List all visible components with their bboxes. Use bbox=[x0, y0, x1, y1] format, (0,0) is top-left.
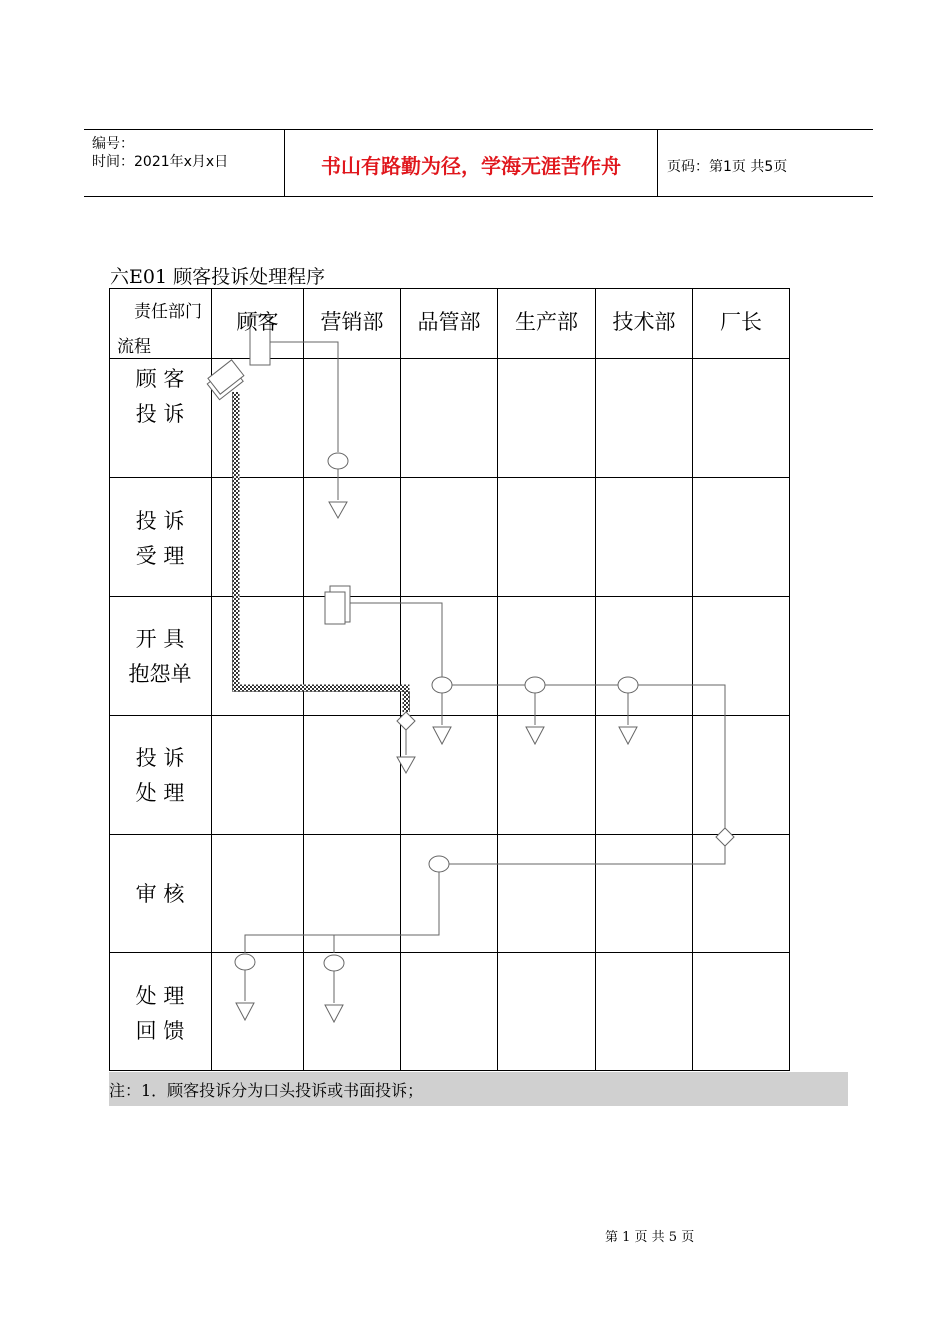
column-header: 顾客 bbox=[236, 310, 279, 334]
process-node bbox=[618, 677, 638, 693]
table-corner-process: 流程 bbox=[117, 337, 151, 357]
header-motto: 书山有路勤为径，学海无涯苦作舟 bbox=[321, 154, 621, 178]
column-header: 生产部 bbox=[515, 310, 578, 334]
end-triangle bbox=[325, 1005, 343, 1022]
row-label: 开 具 抱怨单 bbox=[128, 627, 192, 686]
process-node bbox=[429, 856, 449, 872]
row-label: 投 诉 受 理 bbox=[135, 509, 185, 568]
decision-diamond bbox=[397, 712, 415, 730]
process-node bbox=[432, 677, 452, 693]
header-number-label: 编号： bbox=[92, 136, 134, 152]
column-header: 营销部 bbox=[320, 310, 384, 334]
end-triangle bbox=[397, 757, 415, 773]
process-node bbox=[324, 955, 344, 971]
page-footer: 第 1 页 共 5 页 bbox=[605, 1230, 695, 1245]
header-time-label: 时间：2021年x月x日 bbox=[92, 154, 229, 170]
row-label: 投 诉 处 理 bbox=[135, 746, 185, 805]
process-node bbox=[235, 954, 255, 970]
end-triangle bbox=[236, 1003, 254, 1020]
end-triangle bbox=[526, 727, 544, 744]
row-label: 顾 客 投 诉 bbox=[135, 367, 185, 426]
decision-diamond bbox=[716, 828, 734, 846]
row-label: 审 核 bbox=[135, 882, 185, 906]
complaint-route-thick bbox=[236, 392, 406, 712]
header-page-label: 页码：第1页 共5页 bbox=[667, 159, 788, 175]
end-triangle bbox=[619, 727, 637, 744]
end-triangle bbox=[329, 502, 347, 518]
footnote: 注：1．顾客投诉分为口头投诉或书面投诉； bbox=[109, 1072, 848, 1106]
row-label: 处 理 回 馈 bbox=[135, 984, 185, 1043]
document-title: 六E01 顾客投诉处理程序 bbox=[110, 266, 326, 288]
process-node bbox=[525, 677, 545, 693]
table-corner-dept: 责任部门 bbox=[134, 302, 202, 322]
end-triangle bbox=[433, 727, 451, 744]
column-header: 品管部 bbox=[417, 310, 481, 334]
column-header: 技术部 bbox=[612, 310, 676, 334]
column-header: 厂长 bbox=[720, 310, 762, 334]
process-node bbox=[328, 453, 348, 469]
